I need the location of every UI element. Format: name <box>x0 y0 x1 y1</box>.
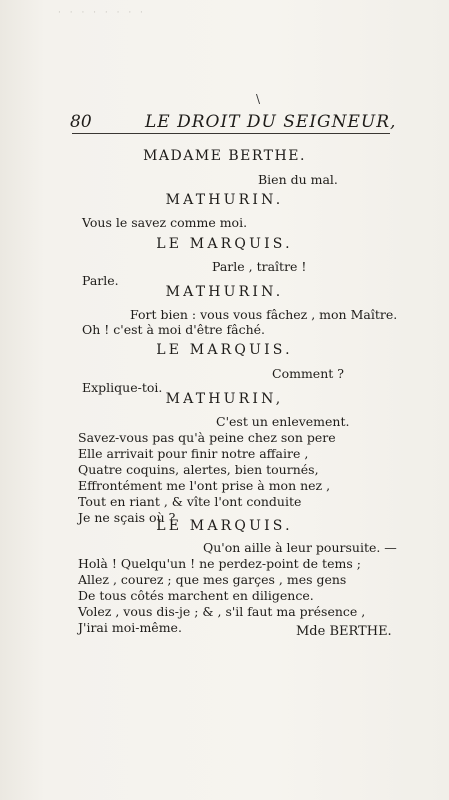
verse-line: Qu'on aille à leur poursuite. — <box>203 540 397 555</box>
verse-line: Comment ? <box>272 366 344 381</box>
verse-line: Savez-vous pas qu'à peine chez son pere <box>78 430 336 445</box>
speaker-le-marquis: LE MARQUIS. <box>156 342 293 358</box>
verse-line: Effrontément me l'ont prise à mon nez , <box>78 478 331 493</box>
speaker-madame-berthe: MADAME BERTHE. <box>143 148 306 164</box>
running-title: LE DROIT DU SEIGNEUR, <box>145 112 397 132</box>
header-rule <box>72 133 390 134</box>
verse-line: Holà ! Quelqu'un ! ne perdez-point de tems ; <box>78 556 361 571</box>
verse-line: Quatre coquins, alertes, bien tournés, <box>78 462 319 477</box>
verse-line: Parle , traître ! <box>212 259 307 274</box>
verse-line: Vous le savez comme moi. <box>82 215 248 230</box>
page-number: 80 <box>70 112 92 132</box>
verse-line: Explique-toi. <box>82 380 163 395</box>
stray-mark: \ <box>256 92 261 106</box>
bleed-through-marks: · · · · · · · · <box>58 8 146 18</box>
verse-line: Bien du mal. <box>258 172 338 187</box>
verse-line: J'irai moi-même. <box>78 620 182 635</box>
speaker-le-marquis: LE MARQUIS. <box>156 518 293 534</box>
verse-line: Elle arrivait pour finir notre affaire , <box>78 446 309 461</box>
catchword: Mde BERTHE. <box>296 624 392 639</box>
speaker-mathurin: MATHURIN. <box>165 192 284 208</box>
verse-line: Allez , courez ; que mes garçes , mes gens <box>78 572 347 587</box>
verse-line: De tous côtés marchent en diligence. <box>78 588 314 603</box>
verse-line: Volez , vous dis-je ; & , s'il faut ma présence , <box>78 604 366 619</box>
verse-line: Je ne sçais où ? <box>78 510 176 525</box>
verse-line: Parle. <box>82 273 119 288</box>
speaker-mathurin: MATHURIN. <box>165 284 284 300</box>
verse-line: Oh ! c'est à moi d'être fâché. <box>82 322 265 337</box>
speaker-mathurin: MATHURIN, <box>165 391 284 407</box>
verse-line: C'est un enlevement. <box>216 414 350 429</box>
speaker-le-marquis: LE MARQUIS. <box>156 236 293 252</box>
verse-line: Tout en riant , & vîte l'ont conduite <box>78 494 302 509</box>
verse-line: Fort bien : vous vous fâchez , mon Maître. <box>130 307 398 322</box>
